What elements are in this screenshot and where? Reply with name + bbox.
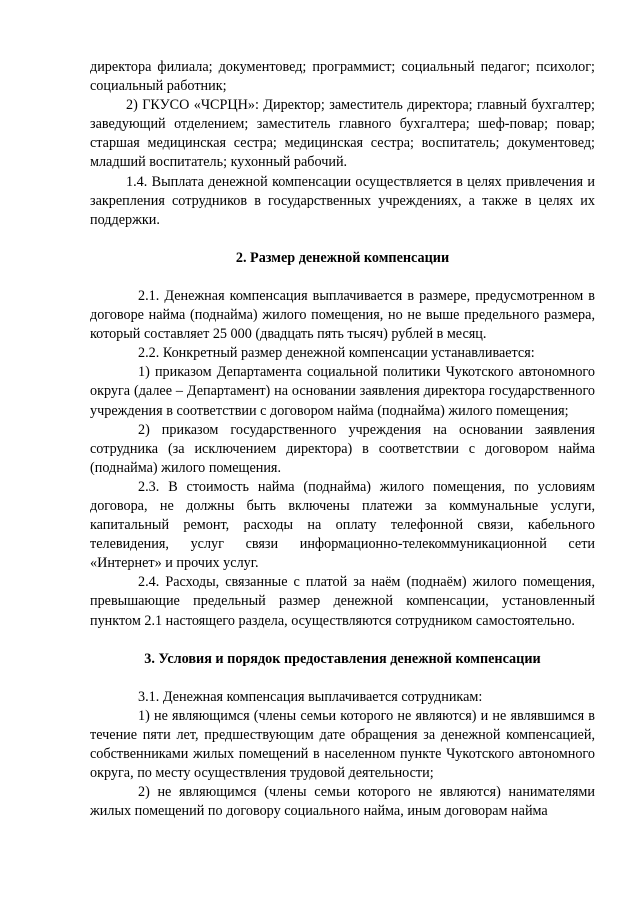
section-2-paragraph-6: 2.4. Расходы, связанные с платой за наём (поднаём) жилого помещения, превышающие предельный размер денежной компенсации, установленный пунктом 2.1 настоящего раздела, осуществляются сотрудником самостоятельно. [90,574,595,629]
section-2-paragraph-4: 2) приказом государственного учреждения на основании заявления сотрудника (за исключением директора) в соответствии с договором найма (поднайма) жилого помещения. [90,421,595,476]
section-2-paragraph-1: 2.1. Денежная компенсация выплачивается в размере, предусмотренном в договоре найма (поднайма) жилого помещения, но не выше предельного размера, который составляет 25 000 (двадцать пять тысяч) рублей в месяц. [90,287,595,343]
section-3-title: 3. Условия и порядок предоставления денежной компенсации [144,650,541,667]
section-3-paragraph-3: 2) не являющимся (члены семьи которого не являются) нанимателями жилых помещений по договору социального найма, иным договорам найма [90,784,595,820]
section-2-title: 2. Размер денежной компенсации [235,249,450,266]
section-3-paragraph-1: 3.1. Денежная компенсация выплачивается сотрудникам: [138,688,483,705]
section-2-paragraph-3: 1) приказом Департамента социальной политики Чукотского автономного округа (далее – Департамент) на основании заявления директора государственного учреждения в соответствии с договором найма (поднайма) жилого помещения; [90,364,595,419]
section-2-paragraph-5: 2.3. В стоимость найма (поднайма) жилого помещения, по условиям договора, не должны быть включены платежи за коммунальные услуги, капитальный ремонт, расходы на оплату телефонной связи, кабельного телевидения, услуг связи информационно-телекоммуникационной сети «Интернет» и прочих услуг. [90,478,595,572]
intro-paragraph-2: 2) ГКУСО «ЧСРЦН»: Директор; заместитель директора; главный бухгалтер; заведующий отделением; заместитель главного бухгалтера; шеф-повар; повар; старшая медицинская сестра; медицинская сестра; воспитатель; документовед; младший воспитатель; кухонный рабочий. [90,97,595,171]
section-3-paragraph-2: 1) не являющимся (члены семьи которого не являются) и не являвшимся в течение пяти лет, предшествующим дате обращения за денежной компенсацией, собственниками жилых помещений в населенном пункте Чукотского автономного округа, по месту осуществления трудовой деятельности; [90,707,595,782]
document-page [90,58,595,821]
section-2-paragraph-2: 2.2. Конкретный размер денежной компенсации устанавливается: [138,345,535,362]
intro-paragraph-1: директора филиала; документовед; программист; социальный педагог; психолог; социальный работник; [90,59,595,95]
intro-paragraph-3: 1.4. Выплата денежной компенсации осуществляется в целях привлечения и закрепления сотрудников в государственных учреждениях, а также в целях их поддержки. [90,173,595,228]
